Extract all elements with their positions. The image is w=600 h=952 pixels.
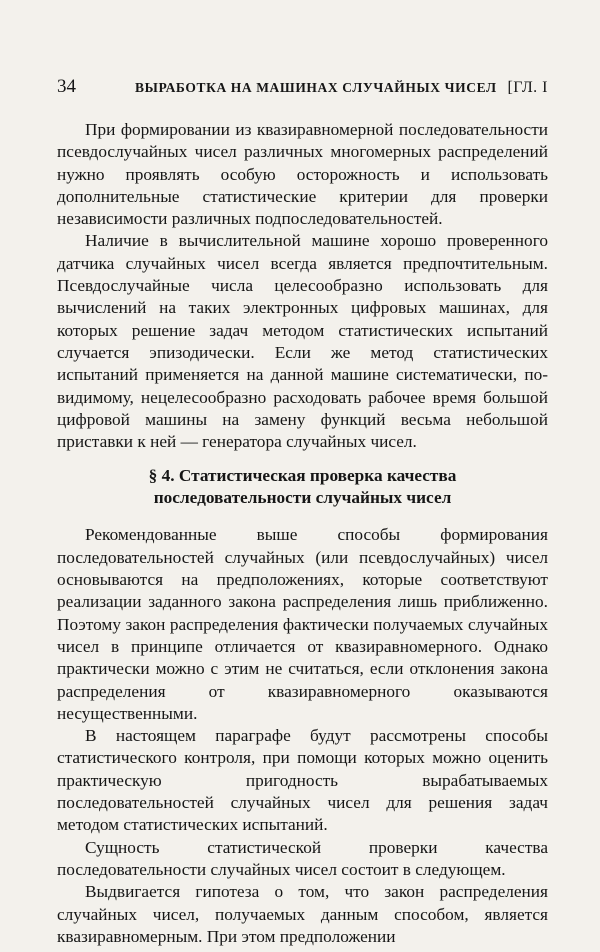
- paragraph-essence-of-check: Сущность статистической проверки качества последовательности случайных чисел состоит в следующем.: [57, 837, 548, 879]
- page-number: 34: [57, 76, 76, 97]
- section-heading: [57, 465, 548, 509]
- paragraph-multidimensional-distributions: При формировании из квазиравномерной последовательности псевдослучайных чисел различных многомерных распределений нужно проявлять особую осторожность и использовать дополнительные статистические критерии для проверки независимости различных подпоследовательностей.: [57, 120, 548, 229]
- running-title: ВЫРАБОТКА НА МАШИНАХ СЛУЧАЙНЫХ ЧИСЕЛ: [135, 80, 497, 95]
- section-heading-line-1: § 4. Статистическая проверка качества: [148, 466, 457, 486]
- paragraph-statistical-control: В настоящем параграфе будут рассмотрены способы статистического контроля, при помощи которых можно оценить практическую пригодность вырабатываемых последовательностей случайных чисел для решения задач методом статистических испытаний.: [57, 726, 548, 835]
- running-head: [57, 76, 548, 99]
- paragraph-recommended-methods: Рекомендованные выше способы формирования последовательностей случайных (или псевдослучайных) чисел основываются на предположениях, которые соответствуют реализации заданного закона распределения лишь приближенно. Поэтому закон распределения фактически получаемых случайных чисел в принципе отличается от квазиравномерного. Однако практически можно с этим не считаться, если отклонения закона распределения от квазиравномерного оказываются несущественными.: [57, 525, 548, 723]
- paragraph-random-generator-preference: Наличие в вычислительной машине хорошо проверенного датчика случайных чисел всегда является предпочтительным. Псевдослучайные числа целесообразно использовать для вычислений на таких электронных цифровых машинах, для которых решение задач методом статистических испытаний случается эпизодически. Если же метод статистических испытаний применяется на данной машине систематически, по-видимому, нецелесообразно расходовать рабочее время большой цифровой машины на замену функций весьма небольшой приставки к ней — генератора случайных чисел.: [57, 231, 548, 452]
- paragraph-hypothesis: Выдвигается гипотеза о том, что закон распределения случайных чисел, получаемых данным способом, является квазиравномерным. При этом предположении: [57, 882, 548, 946]
- chapter-reference: [ГЛ. I: [507, 79, 548, 96]
- section-heading-line-2: последовательности случайных чисел: [153, 488, 452, 508]
